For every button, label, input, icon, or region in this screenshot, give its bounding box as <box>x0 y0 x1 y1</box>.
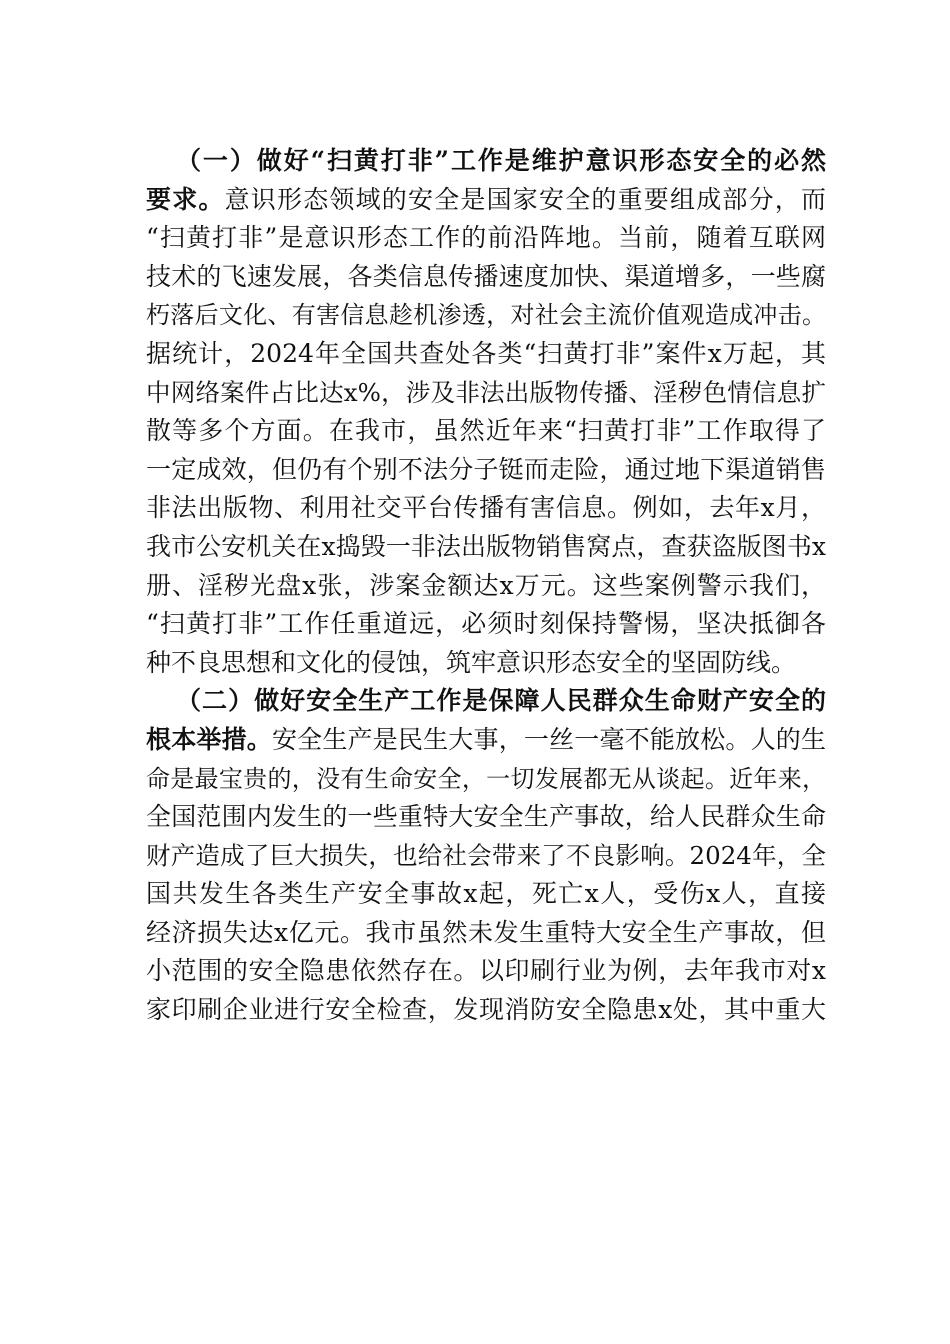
text-line <box>146 567 826 606</box>
text-run: 经济损失达x亿元。我市虽然未发生重特大安全生产事故，但 <box>146 917 826 947</box>
text-line <box>146 296 826 335</box>
text-line <box>146 528 826 567</box>
text-run: 意识形态领域的安全是国家安全的重要组成部分，而 <box>224 184 826 214</box>
section-heading: （二）做好安全生产工作是保障人民群众生命财产安全的 <box>176 686 826 716</box>
text-line <box>146 142 826 181</box>
text-run: 技术的飞速发展，各类信息传播速度加快、渠道增多，一些腐 <box>146 261 826 291</box>
text-run: 据统计，2024年全国共查处各类“扫黄打非”案件x万起，其 <box>146 338 826 368</box>
text-line <box>146 181 826 220</box>
text-run: 散等多个方面。在我市，虽然近年来“扫黄打非”工作取得了 <box>146 416 826 446</box>
text-line <box>146 644 826 683</box>
text-run: 一定成效，但仍有个别不法分子铤而走险，通过地下渠道销售 <box>146 454 826 484</box>
text-line <box>146 798 826 837</box>
text-run: 册、淫秽光盘x张，涉案金额达x万元。这些案例警示我们， <box>146 570 826 600</box>
text-run: 命是最宝贵的，没有生命安全，一切发展都无从谈起。近年来， <box>146 764 826 793</box>
text-line <box>146 837 826 876</box>
text-line <box>146 489 826 528</box>
text-line <box>146 682 826 721</box>
text-run: 中网络案件占比达x%，涉及非法出版物传播、淫秽色情信息扩 <box>146 377 826 407</box>
text-run: “扫黄打非”是意识形态工作的前沿阵地。当前，随着互联网 <box>146 223 826 253</box>
text-line <box>146 991 826 1030</box>
text-line <box>146 258 826 297</box>
text-line <box>146 605 826 644</box>
text-run: 财产造成了巨大损失，也给社会带来了不良影响。2024年，全 <box>146 840 826 870</box>
text-line <box>146 875 826 914</box>
text-line <box>146 412 826 451</box>
text-line <box>146 451 826 490</box>
text-run: 朽落后文化、有害信息趁机渗透，对社会主流价值观造成冲击。 <box>146 301 826 330</box>
text-line <box>146 952 826 991</box>
text-line <box>146 721 826 760</box>
section-heading-tail: 根本举措。 <box>146 724 272 754</box>
section-heading-tail: 要求。 <box>146 184 225 214</box>
text-run: 小范围的安全隐患依然存在。以印刷行业为例，去年我市对x <box>146 956 826 986</box>
document-body <box>146 142 826 1030</box>
text-run: 我市公安机关在x捣毁一非法出版物销售窝点，查获盗版图书x <box>146 531 826 561</box>
section-heading: （一）做好“扫黄打非”工作是维护意识形态安全的必然 <box>176 146 826 175</box>
text-run: 家印刷企业进行安全检查，发现消防安全隐患x处，其中重大 <box>146 995 826 1025</box>
text-line <box>146 914 826 953</box>
text-run: 种不良思想和文化的侵蚀，筑牢意识形态安全的坚固防线。 <box>146 647 797 677</box>
text-line <box>146 374 826 413</box>
text-run: 国共发生各类生产安全事故x起，死亡x人，受伤x人，直接 <box>146 879 826 909</box>
text-run: 安全生产是民生大事，一丝一毫不能放松。人的生 <box>271 724 826 754</box>
paragraph-1 <box>146 142 826 682</box>
text-line <box>146 219 826 258</box>
paragraph-2 <box>146 682 826 1029</box>
text-line <box>146 335 826 374</box>
text-run: 全国范围内发生的一些重特大安全生产事故，给人民群众生命 <box>146 802 826 832</box>
text-run: 非法出版物、利用社交平台传播有害信息。例如，去年x月， <box>146 493 826 523</box>
text-line <box>146 760 826 799</box>
text-run: “扫黄打非”工作任重道远，必须时刻保持警惕，坚决抵御各 <box>146 609 826 639</box>
